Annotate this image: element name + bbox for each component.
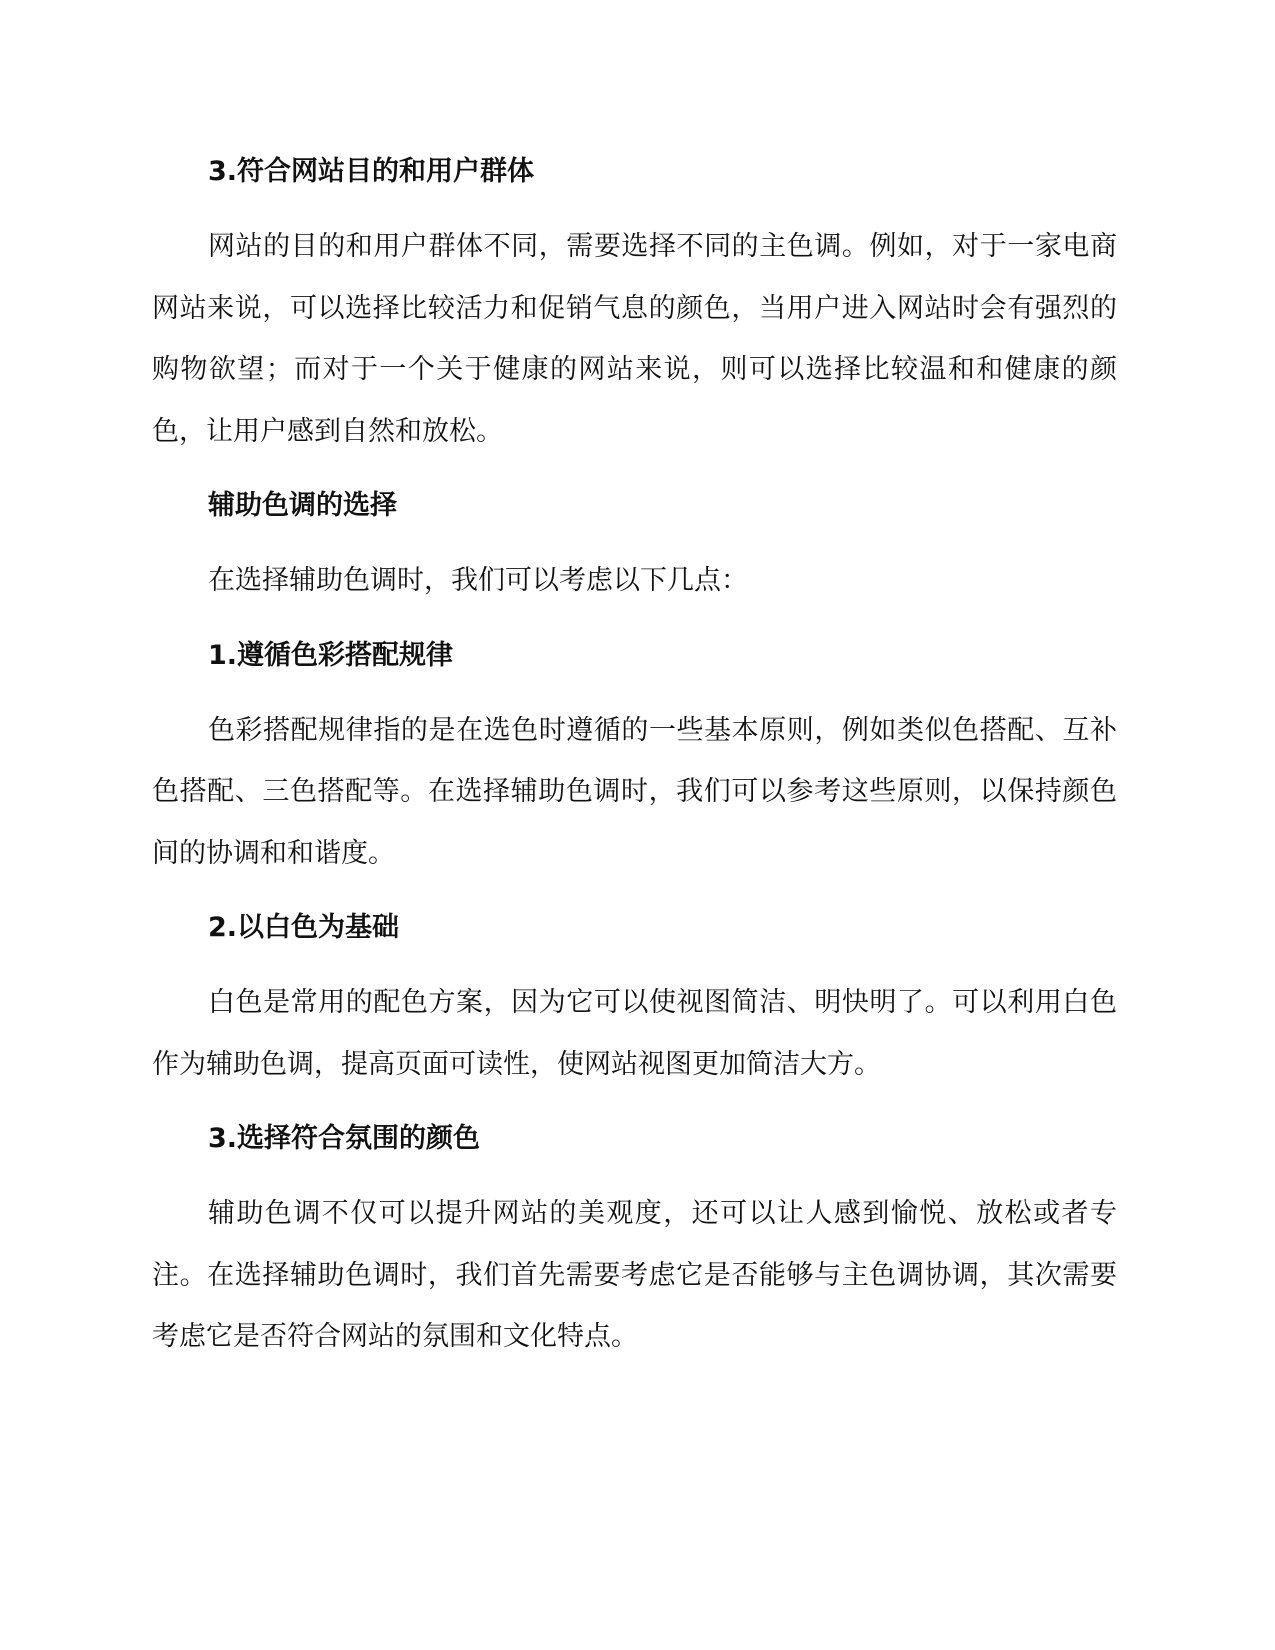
section-paragraph-color-rules: 色彩搭配规律指的是在选色时遵循的一些基本原则，例如类似色搭配、互补色搭配、三色搭配等。在选择辅助色调时，我们可以参考这些原则，以保持颜色间的协调和和谐度。 <box>152 714 1117 869</box>
section-heading-white-base: 2.以白色为基础 <box>208 912 400 943</box>
section-heading-atmosphere: 3.选择符合氛围的颜色 <box>208 1123 481 1154</box>
section-paragraph-white-base: 白色是常用的配色方案，因为它可以使视图简洁、明快明了。可以利用白色作为辅助色调，提高页面可读性，使网站视图更加简洁大方。 <box>152 987 1117 1080</box>
section-paragraph-atmosphere: 辅助色调不仅可以提升网站的美观度，还可以让人感到愉悦、放松或者专注。在选择辅助色调时，我们首先需要考虑它是否能够与主色调协调，其次需要考虑它是否符合网站的氛围和文化特点。 <box>152 1198 1117 1352</box>
section-heading-color-rules: 1.遵循色彩搭配规律 <box>208 639 454 671</box>
section-heading-secondary-colors: 辅助色调的选择 <box>208 490 397 521</box>
section-heading-purpose-audience: 3.符合网站目的和用户群体 <box>208 156 535 187</box>
document-page <box>152 142 1117 1368</box>
section-paragraph-secondary-colors: 在选择辅助色调时，我们可以考虑以下几点： <box>208 565 748 596</box>
section-paragraph-purpose-audience: 网站的目的和用户群体不同，需要选择不同的主色调。例如，对于一家电商网站来说，可以选择比较活力和促销气息的颜色，当用户进入网站时会有强烈的购物欲望；而对于一个关于健康的网站来说，则可以选择比较温和和健康的颜色，让用户感到自然和放松。 <box>152 231 1117 447</box>
